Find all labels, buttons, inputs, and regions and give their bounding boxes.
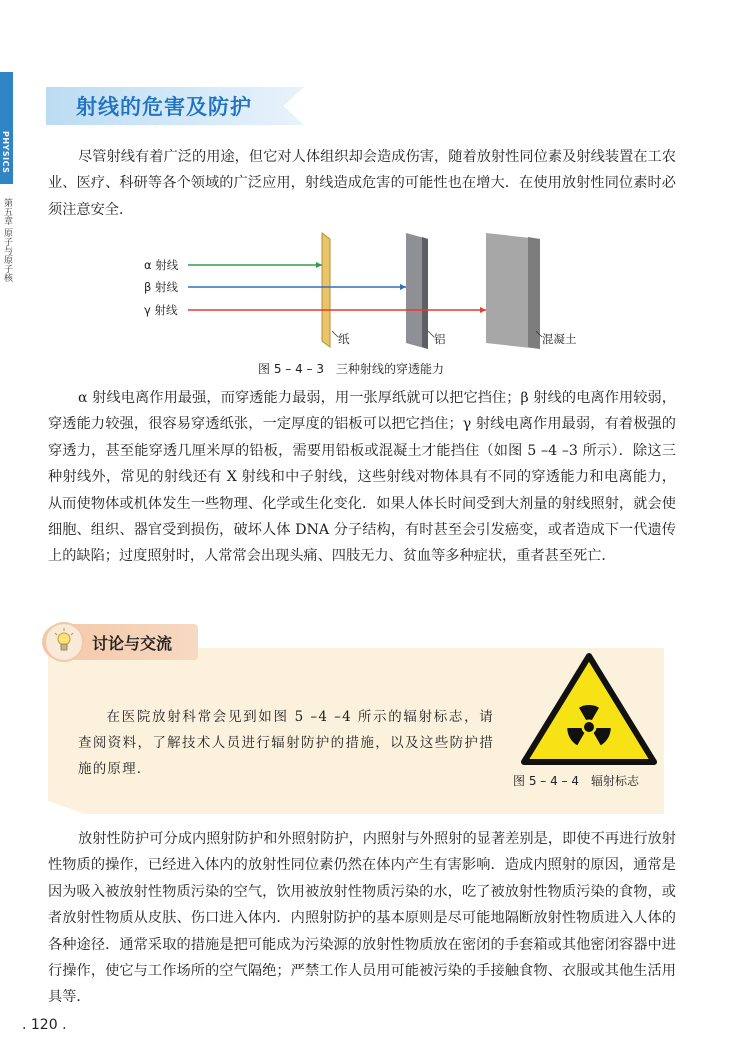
section-title: 射线的危害及防护 [76,95,252,119]
paragraph-protection: 放射性防护可分成内照射防护和外照射防护，内照射与外照射的显著差别是，即使不再进行放射性物质的操作，已经进入体内的放射性同位素仍然在体内产生有害影响．造成内照射的原因，通常是因为吸入被放射性物质污染的空气，饮用被放射性物质污染的水，吃了被放射性物质污染的食物，或者放射性物质从皮肤、伤口进入体内．内照射防护的基本原则是尽可能地隔断放射性物质进入人体的各种途径．通常采取的措施是把可能成为污染源的放射性物质放在密闭的手套箱或其他密闭容器中进行操作，使它与工作场所的空气隔绝；严禁工作人员用可能被污染的手接触食物、衣服或其他生活用具等． [48,831,676,1006]
penetration-diagram [136,225,586,355]
aluminum-label: 铝 [434,332,446,346]
gamma-ray-label: γ 射线 [144,303,178,317]
chapter-label: 第五章 原子与原子核 [2,198,12,282]
discussion-title: 讨论与交流 [92,634,173,653]
figure-caption-5-4-4: 图 5 – 4 – 4 辐射标志 [513,774,639,788]
figure-caption-5-4-3: 图 5 – 4 – 3 三种射线的穿透能力 [258,362,444,376]
physics-side-label: PHYSICS [1,130,10,174]
beta-ray-label: β 射线 [144,280,178,294]
discussion-text: 在医院放射科常会见到如图 5 –4 –4 所示的辐射标志，请查阅资料，了解技术人员进行辐射防护的措施，以及这些防护措施的原理． [78,709,494,777]
paper-label: 纸 [338,332,350,346]
concrete-label: 混凝土 [542,332,577,346]
alpha-ray-label: α 射线 [144,258,179,272]
paragraph-intro: 尽管射线有着广泛的用途，但它对人体组织却会造成伤害，随着放射性同位素及射线装置在工农业、医疗、科研等各个领域的广泛应用，射线造成危害的可能性也在增大．在使用放射性同位素时必须注意安全． [48,149,676,218]
penetration-figure [136,225,586,355]
radiation-warning-icon [518,650,660,768]
paper-barrier [322,233,330,347]
paragraph-rays: α 射线电离作用最强，而穿透能力最弱，用一张厚纸就可以把它挡住；β 射线的电离作用较弱，穿透能力较强，很容易穿透纸张，一定厚度的铝板可以把它挡住；γ 射线电离作用最弱，有着极强的穿透力，甚至能穿透几厘米厚的铅板，需要用铅板或混凝土才能挡住（如图 5 –4 –3 所示）．除这三种射线外，常见的射线还有 X 射线和中子射线，这些射线对物体具有不同的穿透能力和电离能力，从而使物体或机体发生一些物理、化学或生化变化．如果人体长时间受到大剂量的射线照射，就会使细胞、组织、器官受到损伤，破坏人体 DNA 分子结构，有时甚至会引发癌变，或者造成下一代遗传上的缺陷；过度照射时，人常常会出现头痛、四肢无力、贫血等多种症状，重者甚至死亡． [48,390,676,565]
page-number: . 120 . [22,1017,67,1033]
lightbulb-icon [44,622,84,662]
